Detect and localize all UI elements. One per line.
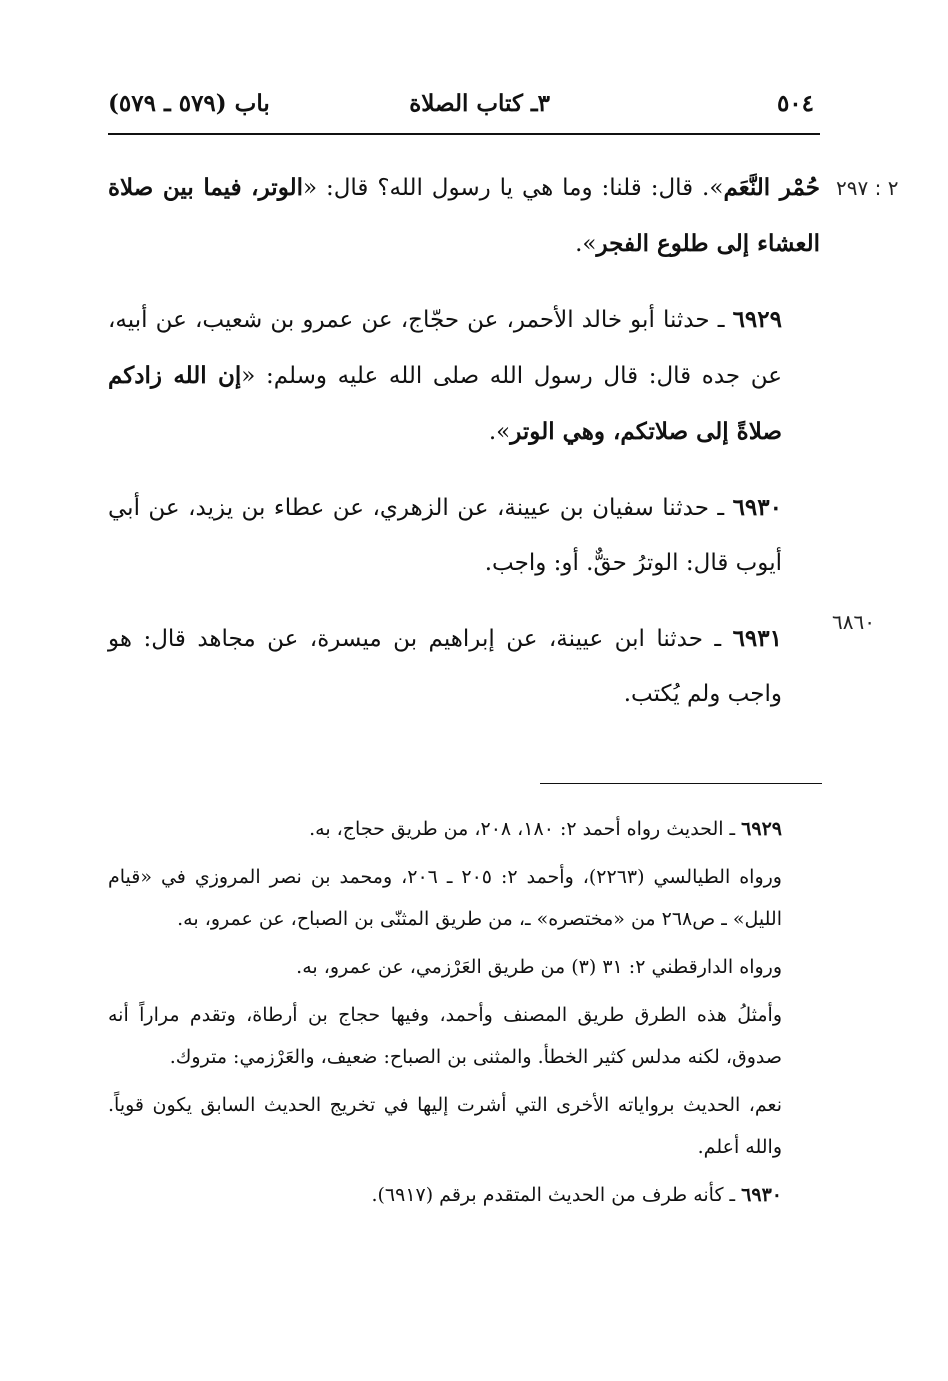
footnote-separator xyxy=(540,783,822,784)
main-text xyxy=(108,160,820,722)
hadith-number: ٦٩٣١ xyxy=(732,625,782,652)
page-number: ٥٠٤ xyxy=(776,90,814,117)
footnote-6930: ٦٩٣٠ ـ كأنه طرف من الحديث المتقدم برقم (٦٩١٧). xyxy=(371,1184,782,1206)
footnote-6929: ٦٩٢٩ ـ الحديث رواه أحمد ٢: ١٨٠، ٢٠٨، من طريق حجاج، به. xyxy=(309,818,782,840)
margin-reference: ٢ : ٢٩٧ xyxy=(836,176,899,200)
margin-reference: ٦٨٦٠ xyxy=(832,610,875,634)
hadith-number: ٦٩٢٩ xyxy=(732,306,782,333)
hadith-6930: ٦٩٣٠ ـ حدثنا سفيان بن عيينة، عن الزهري، عن عطاء بن يزيد، عن أبي أيوب قال: الوترُ حقٌّ. أو: واجب. xyxy=(108,494,782,576)
page-header xyxy=(108,86,820,126)
footnote-paragraph: نعم، الحديث برواياته الأخرى التي أشرت إليها في تخريج الحديث السابق يكون قوياً. والله أعلم. xyxy=(108,1094,782,1158)
hadith-6929: ٦٩٢٩ ـ حدثنا أبو خالد الأحمر، عن حجّاج، عن عمرو بن شعيب، عن أبيه، عن جده قال: قال رسول الله صلى الله عليه وسلم: «إن الله زادكم صلاةً إلى صلاتكم، وهي الوتر». xyxy=(108,306,783,445)
section-range: باب (٥٧٩ ـ ٥٧٩) xyxy=(108,90,270,117)
hadith-number: ٦٩٣٠ xyxy=(732,494,782,521)
footnotes xyxy=(108,808,820,1222)
footnote-paragraph: وأمثلُ هذه الطرق طريق المصنف وأحمد، وفيها حجاج بن أرطاة، وتقدم مراراً أنه صدوق، لكنه مدلس كثير الخطأ. والمثنى بن الصباح: ضعيف، والعَرْزمي: متروك. xyxy=(108,1004,782,1068)
hadith-6931: ٦٩٣١ ـ حدثنا ابن عيينة، عن إبراهيم بن ميسرة، عن مجاهد قال: هو واجب ولم يُكتب. xyxy=(108,625,782,707)
header-rule xyxy=(108,133,820,135)
footnote-paragraph: ورواه الدارقطني ٢: ٣١ (٣) من طريق العَرْزمي، عن عمرو، به. xyxy=(296,956,782,978)
hadith-continuation: حُمْر النَّعَم». قال: قلنا: وما هي يا رسول الله؟ قال: «الوتر، فيما بين صلاة العشاء إلى طلوع الفجر». xyxy=(108,174,820,257)
chapter-title: ٣ـ كتاب الصلاة xyxy=(409,90,550,117)
footnote-paragraph: ورواه الطيالسي (٢٢٦٣)، وأحمد ٢: ٢٠٥ ـ ٢٠٦، ومحمد بن نصر المروزي في «قيام الليل» ـ ص٢٦٨ من «مختصره» ـ، من طريق المثنّى بن الصباح، عن عمرو، به. xyxy=(108,866,782,930)
